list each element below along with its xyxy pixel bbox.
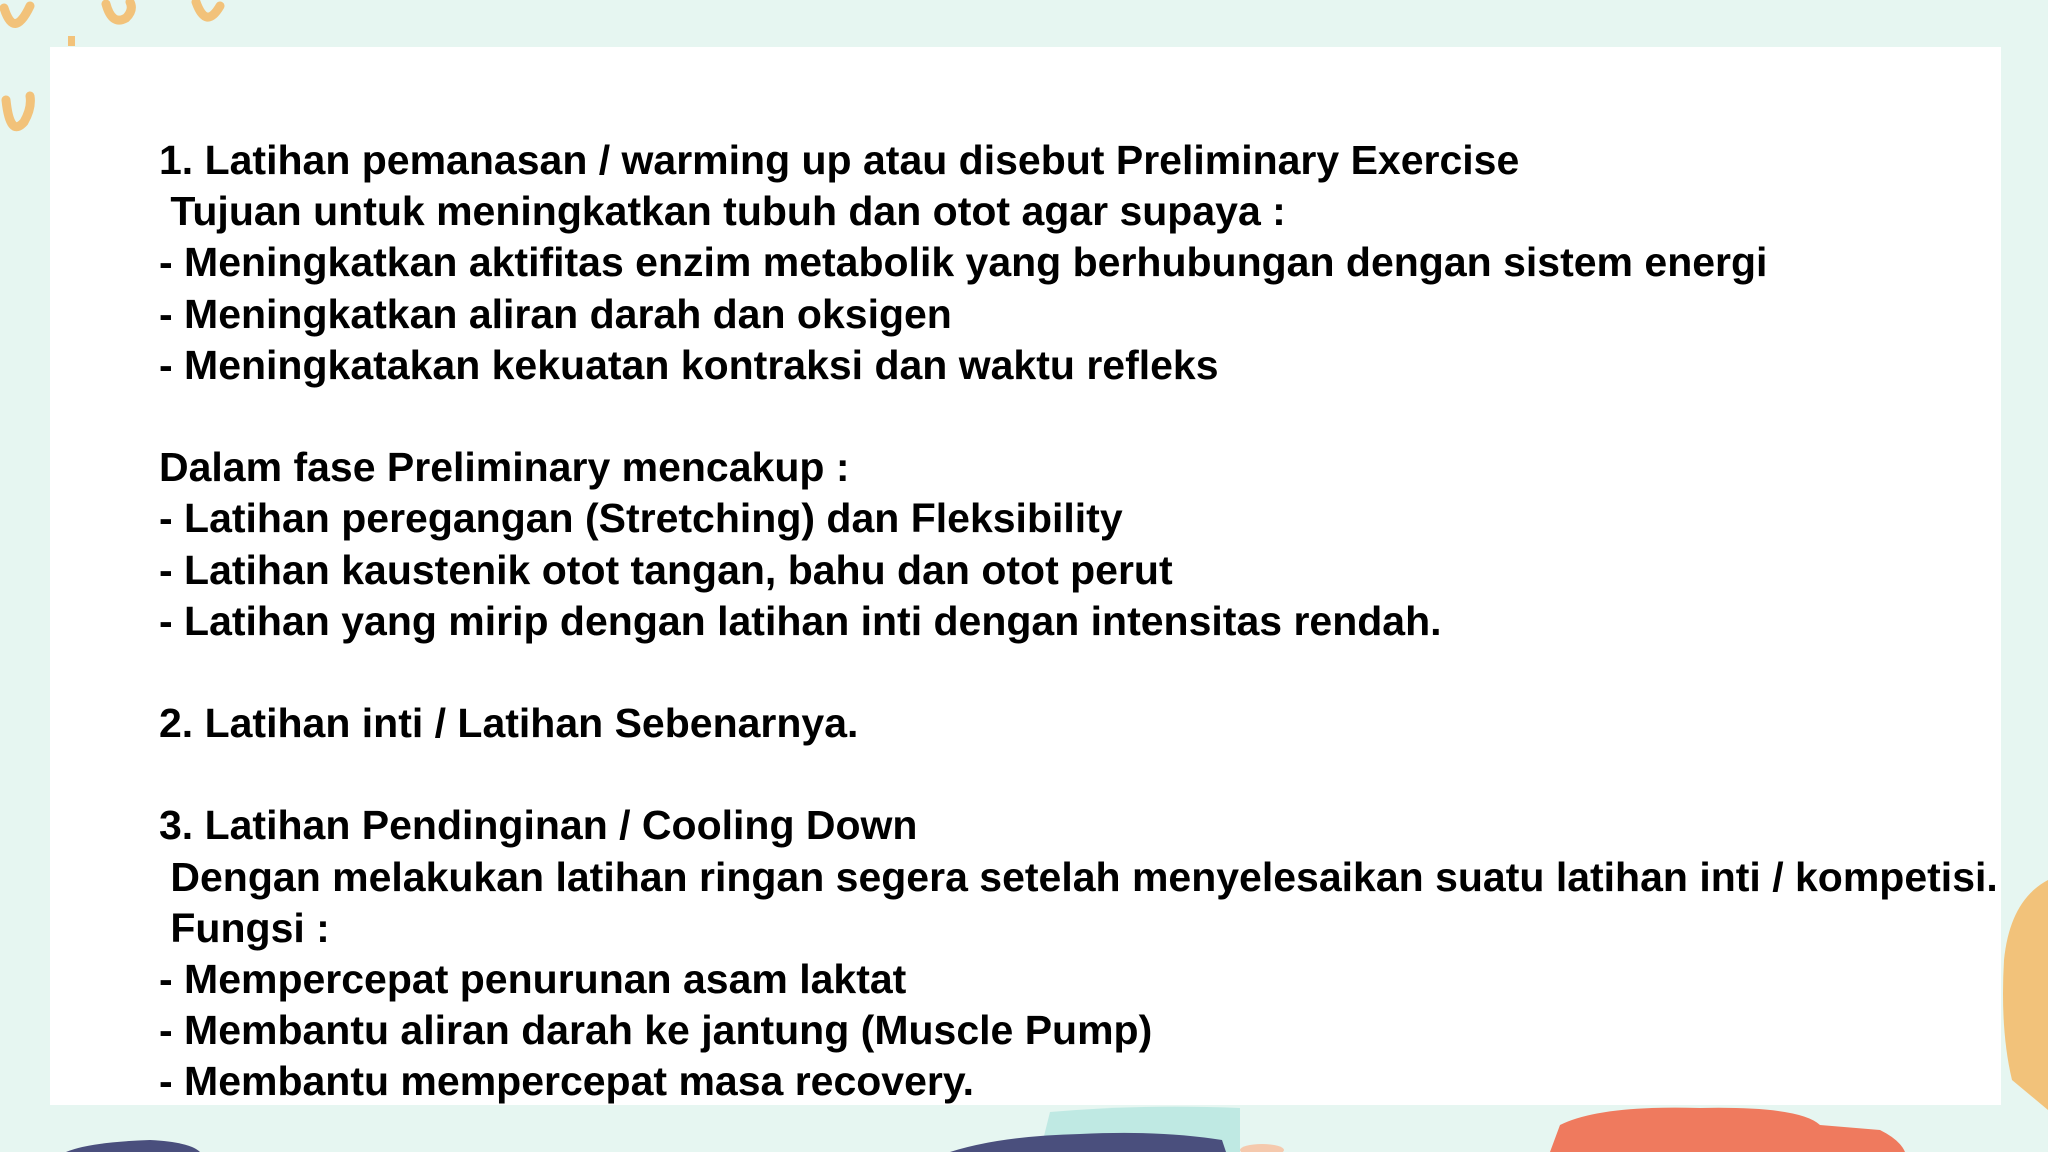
navy-stroke-2: [66, 1140, 200, 1152]
heading-warming-up: 1. Latihan pemanasan / warming up atau disebut Preliminary Exercise: [159, 137, 1520, 183]
yellow-scribble-3: [196, 2, 220, 17]
navy-stroke-1: [950, 1133, 1226, 1152]
blank-line: [159, 391, 1998, 442]
blank-line: [159, 647, 1998, 698]
text-line: Fungsi :: [159, 904, 330, 951]
heading-cooling-down: 3. Latihan Pendinginan / Cooling Down: [159, 802, 918, 849]
heading-core-exercise: 2. Latihan inti / Latihan Sebenarnya.: [159, 700, 859, 747]
slide-content-card: [50, 47, 2001, 1105]
bullet-item: - Meningkatakan kekuatan kontraksi dan waktu refleks: [159, 341, 1219, 388]
teal-shape: [1040, 1107, 1240, 1152]
bullet-item: - Membantu aliran darah ke jantung (Muscle Pump): [159, 1007, 1153, 1054]
bullet-item: - Meningkatkan aliran darah dan oksigen: [159, 290, 952, 337]
yellow-scribble-4: [6, 96, 30, 127]
yellow-scribble-1: [4, 6, 30, 24]
blank-line: [159, 749, 1998, 800]
bullet-item: - Latihan kaustenik otot tangan, bahu dan otot perut: [159, 546, 1173, 593]
orange-shape: [1550, 1108, 1905, 1152]
yellow-scribble-2: [106, 2, 131, 20]
yellow-blob: [2003, 880, 2048, 1110]
slide-text-body: [159, 135, 1998, 1105]
text-line: Dalam fase Preliminary mencakup :: [159, 444, 850, 491]
bullet-item: - Meningkatkan aktifitas enzim metabolik yang berhubungan dengan sistem energi: [159, 239, 1768, 286]
bullet-item: - Latihan peregangan (Stretching) dan Fleksibility: [159, 495, 1123, 542]
bullet-item: - Latihan yang mirip dengan latihan inti dengan intensitas rendah.: [159, 597, 1442, 644]
text-line: Dengan melakukan latihan ringan segera setelah menyelesaikan suatu latihan inti / kompetisi.: [159, 853, 1998, 900]
bullet-item: - Mempercepat penurunan asam laktat: [159, 956, 907, 1002]
yellow-dash: [68, 36, 75, 46]
bullet-item: - Membantu mempercepat masa recovery.: [159, 1058, 975, 1105]
text-line: Tujuan untuk meningkatkan tubuh dan otot agar supaya :: [159, 188, 1286, 235]
peach-dot: [1240, 1144, 1284, 1152]
